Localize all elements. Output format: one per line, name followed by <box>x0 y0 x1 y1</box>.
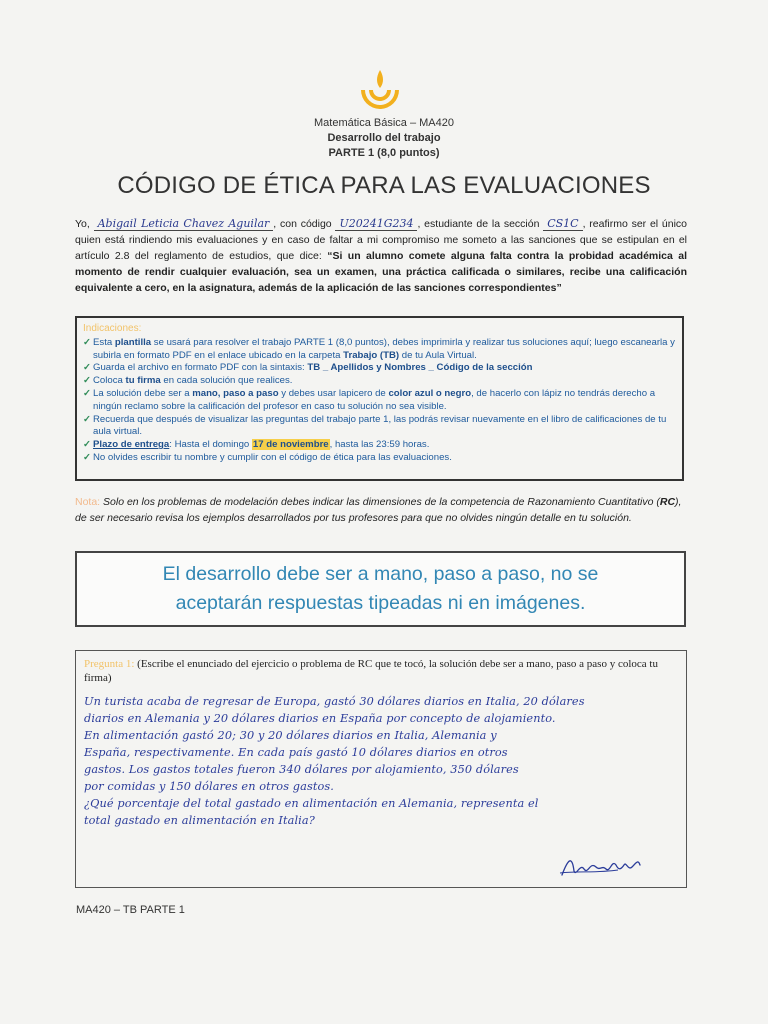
student-name-field: Abigail Leticia Chavez Aguilar <box>94 217 274 231</box>
question-box <box>75 650 687 888</box>
note-text: Solo en los problemas de modelación debes indicar las dimensiones de la competencia de Razonamiento Cuantitativo ( <box>100 496 660 508</box>
instruction-item <box>83 362 676 375</box>
note-text: ), de ser necesario revisa los ejemplos desarrollados por tus profesores para que no olvides ningún detalle en tu solución. <box>75 496 682 524</box>
pledge-code-text: , con código <box>273 218 332 230</box>
handwritten-answer <box>84 693 678 829</box>
handwritten-line: España, respectivamente. En cada país gastó 10 dólares diarios en otros <box>84 746 508 759</box>
check-icon: ✓ <box>83 336 92 348</box>
note-paragraph <box>75 494 687 526</box>
handwritten-line: Un turista acaba de regresar de Europa, gastó 30 dólares diarios en Italia, 20 dólares <box>84 695 585 708</box>
check-icon: ✓ <box>83 451 92 463</box>
pledge-student-text: , estudiante de la sección <box>417 218 540 230</box>
deadline-date: 17 de noviembre <box>252 439 329 451</box>
handwritten-line: por comidas y 150 dólares en otros gastos. <box>84 780 334 793</box>
university-logo <box>355 68 405 114</box>
work-part: PARTE 1 (8,0 puntos) <box>328 147 440 159</box>
handwritten-line: gastos. Los gastos totales fueron 340 dólares por alojamiento, 350 dólares <box>84 763 519 776</box>
instruction-item <box>83 414 676 440</box>
signature <box>558 851 648 881</box>
check-icon: ✓ <box>83 413 92 425</box>
page-footer: MA420 – TB PARTE 1 <box>76 904 185 916</box>
instruction-bold: Trabajo (TB) <box>343 349 400 361</box>
instruction-text: , de hacerlo con lápiz no tendrás derecho a ningún reclamo sobre la calificación del profesor en caso tu solución no sea visible. <box>93 387 656 412</box>
page-title: CÓDIGO DE ÉTICA PARA LAS EVALUACIONES <box>117 172 651 199</box>
ethics-pledge <box>75 216 687 296</box>
section-field: CS1C <box>543 217 582 231</box>
handwritten-line: diarios en Alemania y 20 dólares diarios en España por concepto de alojamiento. <box>84 712 556 725</box>
instruction-text: de tu Aula Virtual. <box>399 349 477 361</box>
instruction-text: Esta <box>93 336 115 348</box>
course-name: Matemática Básica – MA420 <box>313 117 454 129</box>
question-label: Pregunta 1: <box>84 658 135 670</box>
instruction-text: se usará para resolver el trabajo PARTE 1 (8,0 puntos), debes imprimirla y realizar tus soluciones aquí; luego escanearla y subirla en formato PDF en el enlace ubicado en la carpeta <box>93 336 675 361</box>
instruction-text: No olvides escribir tu nombre y cumplir con el código de ética para las evaluaciones. <box>93 451 452 463</box>
handwritten-line: En alimentación gastó 20; 30 y 20 dólares diarios en Italia, Alemania y <box>84 729 497 742</box>
instruction-item <box>83 375 676 388</box>
work-subtitle: Desarrollo del trabajo <box>327 132 441 144</box>
instruction-text: en cada solución que realices. <box>160 375 293 387</box>
check-icon: ✓ <box>83 387 92 399</box>
pledge-yo: Yo, <box>75 218 90 230</box>
note-label: Nota: <box>75 496 101 508</box>
instruction-text: Coloca <box>93 375 126 387</box>
instruction-bold: tu firma <box>125 375 161 387</box>
instruction-item <box>83 439 676 452</box>
instruction-text: Guarda el archivo en formato PDF con la sintaxis: <box>93 362 308 374</box>
instruction-text: y debes usar lapicero de <box>278 387 389 399</box>
instruction-item <box>83 388 676 414</box>
pledge-body: , reafirmo ser el único quien está rindiendo mis evaluaciones y en caso de faltar a mi compromiso me someto a las sanciones que se estipulan en el artículo 2.8 del reglamento de estudios, que dice: <box>75 218 687 262</box>
banner-line: aceptarán respuestas tipeadas ni en imágenes. <box>175 592 586 614</box>
note-bold: RC <box>659 496 676 508</box>
student-code-field: U20241G234 <box>335 217 417 231</box>
instruction-text: , hasta las 23:59 horas. <box>329 439 430 451</box>
handwritten-line: total gastado en alimentación en Italia? <box>84 814 315 827</box>
check-icon: ✓ <box>83 439 92 451</box>
banner-line: El desarrollo debe ser a mano, paso a paso, no se <box>162 563 599 585</box>
instruction-bold: TB _ Apellidos y Nombres _ Código de la sección <box>307 362 533 374</box>
instruction-bold: mano, paso a paso <box>192 387 279 399</box>
check-icon: ✓ <box>83 375 92 387</box>
pledge-quote: “Si un alumno comete alguna falta contra la probidad académica al momento de rendir cualquier evaluación, sea un examen, una práctica calificada o similares, recibe una calificación equivalente a cero, en la asignatura, además de la aplicación de las sanciones correspondientes” <box>75 250 687 294</box>
instructions-title: Indicaciones: <box>83 323 142 334</box>
handwritten-line: ¿Qué porcentaje del total gastado en alimentación en Alemania, representa el <box>84 797 539 810</box>
course-header <box>0 116 768 161</box>
deadline-label: Plazo de entrega <box>93 439 170 451</box>
handwriting-banner <box>75 551 686 627</box>
question-header <box>84 657 678 685</box>
question-instruction: (Escribe el enunciado del ejercicio o problema de RC que te tocó, la solución debe ser a mano, paso a paso y coloca tu firma) <box>84 658 658 684</box>
instruction-text: La solución debe ser a <box>93 387 193 399</box>
instruction-text: Recuerda que después de visualizar las preguntas del trabajo parte 1, las podrás revisar nuevamente en el libro de calificaciones de tu aula virtual. <box>93 413 667 438</box>
check-icon: ✓ <box>83 362 92 374</box>
instruction-bold: color azul o negro <box>388 387 472 399</box>
instructions-box <box>75 316 684 481</box>
instruction-item <box>83 337 676 363</box>
instruction-item <box>83 452 676 465</box>
instruction-bold: plantilla <box>114 336 152 348</box>
instruction-text: : Hasta el domingo <box>169 439 252 451</box>
